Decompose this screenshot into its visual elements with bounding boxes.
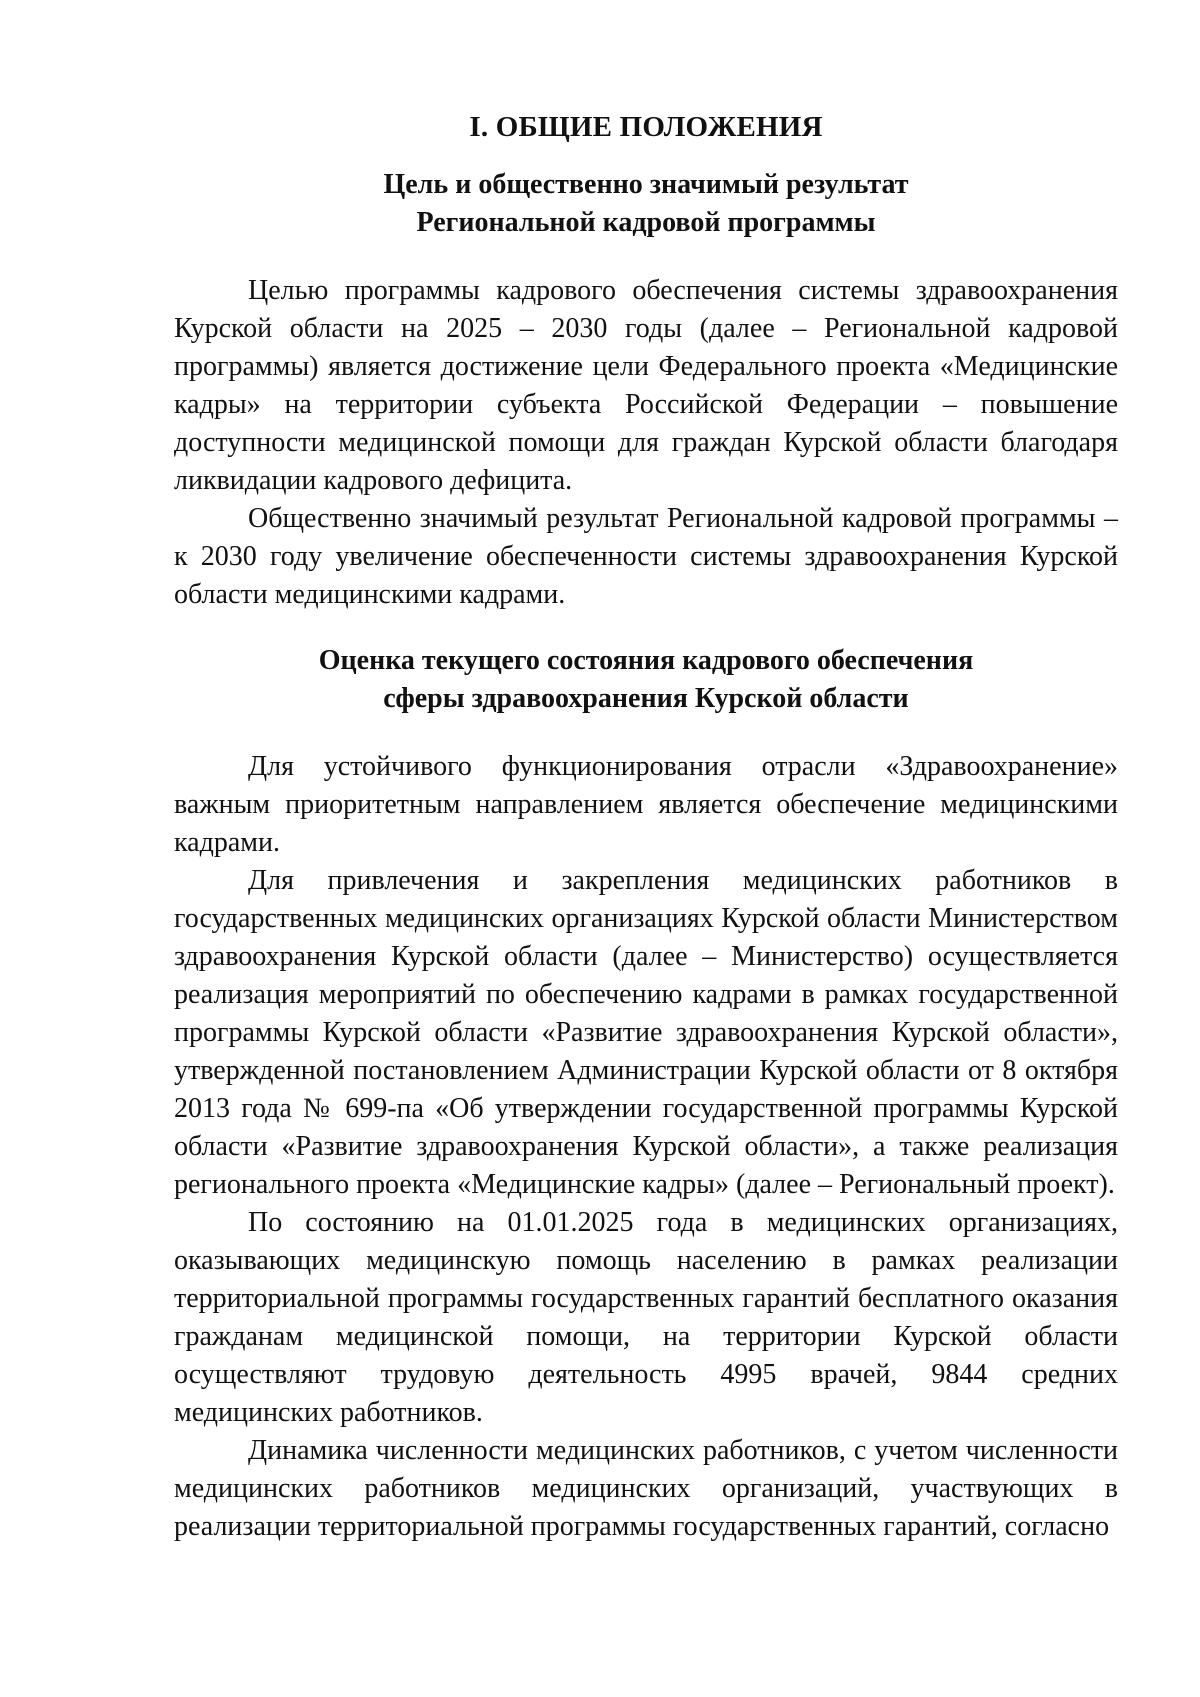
paragraph-priority: Для устойчивого функционирования отрасли «Здравоохранение» важным приоритетным направлением является обеспечение медицинскими кадрами.: [174, 751, 1118, 858]
section-title: I. ОБЩИЕ ПОЛОЖЕНИЯ: [469, 111, 823, 143]
paragraph-workforce-count: По состоянию на 01.01.2025 года в медицинских организациях, оказывающих медицинскую помощь населению в рамках реализации территориальной программы государственных гарантий бесплатного оказания гражданам медицинской помощи, на территории Курской области осуществляют трудовую деятельность 4995 врачей, 9844 средних медицинских работников.: [174, 1207, 1118, 1428]
subsection-goal-heading-line2: Региональной кадровой программы: [416, 207, 876, 238]
subsection-assessment-heading-line2: сферы здравоохранения Курской области: [383, 683, 909, 714]
subsection-goal-heading-line1: Цель и общественно значимый результат: [383, 169, 909, 200]
paragraph-result: Общественно значимый результат Региональной кадровой программы – к 2030 году увеличение обеспеченности системы здравоохранения Курской области медицинскими кадрами.: [174, 503, 1118, 610]
subsection-goal-heading: [174, 166, 1118, 242]
subsection-assessment-heading-line1: Оценка текущего состояния кадрового обеспечения: [318, 645, 974, 676]
paragraph-goal: Целью программы кадрового обеспечения системы здравоохранения Курской области на 2025 – 2030 годы (далее – Региональной кадровой программы) является достижение цели Федерального проекта «Медицинские кадры» на территории субъекта Российской Федерации – повышение доступности медицинской помощи для граждан Курской области благодаря ликвидации кадрового дефицита.: [174, 275, 1118, 496]
subsection-assessment-heading: [174, 642, 1118, 718]
paragraph-measures: Для привлечения и закрепления медицинских работников в государственных медицинских организациях Курской области Министерством здравоохранения Курской области (далее – Министерство) осуществляется реализация мероприятий по обеспечению кадрами в рамках государственной программы Курской области «Развитие здравоохранения Курской области», утвержденной постановлением Администрации Курской области от 8 октября 2013 года № 699-па «Об утверждении государственной программы Курской области «Развитие здравоохранения Курской области», а также реализация регионального проекта «Медицинские кадры» (далее – Региональный проект).: [174, 865, 1118, 1200]
page-content: [174, 108, 1118, 1546]
paragraph-dynamics: Динамика численности медицинских работников, с учетом численности медицинских работников медицинских организаций, участвующих в реализации территориальной программы государственных гарантий, согласно: [174, 1435, 1118, 1542]
